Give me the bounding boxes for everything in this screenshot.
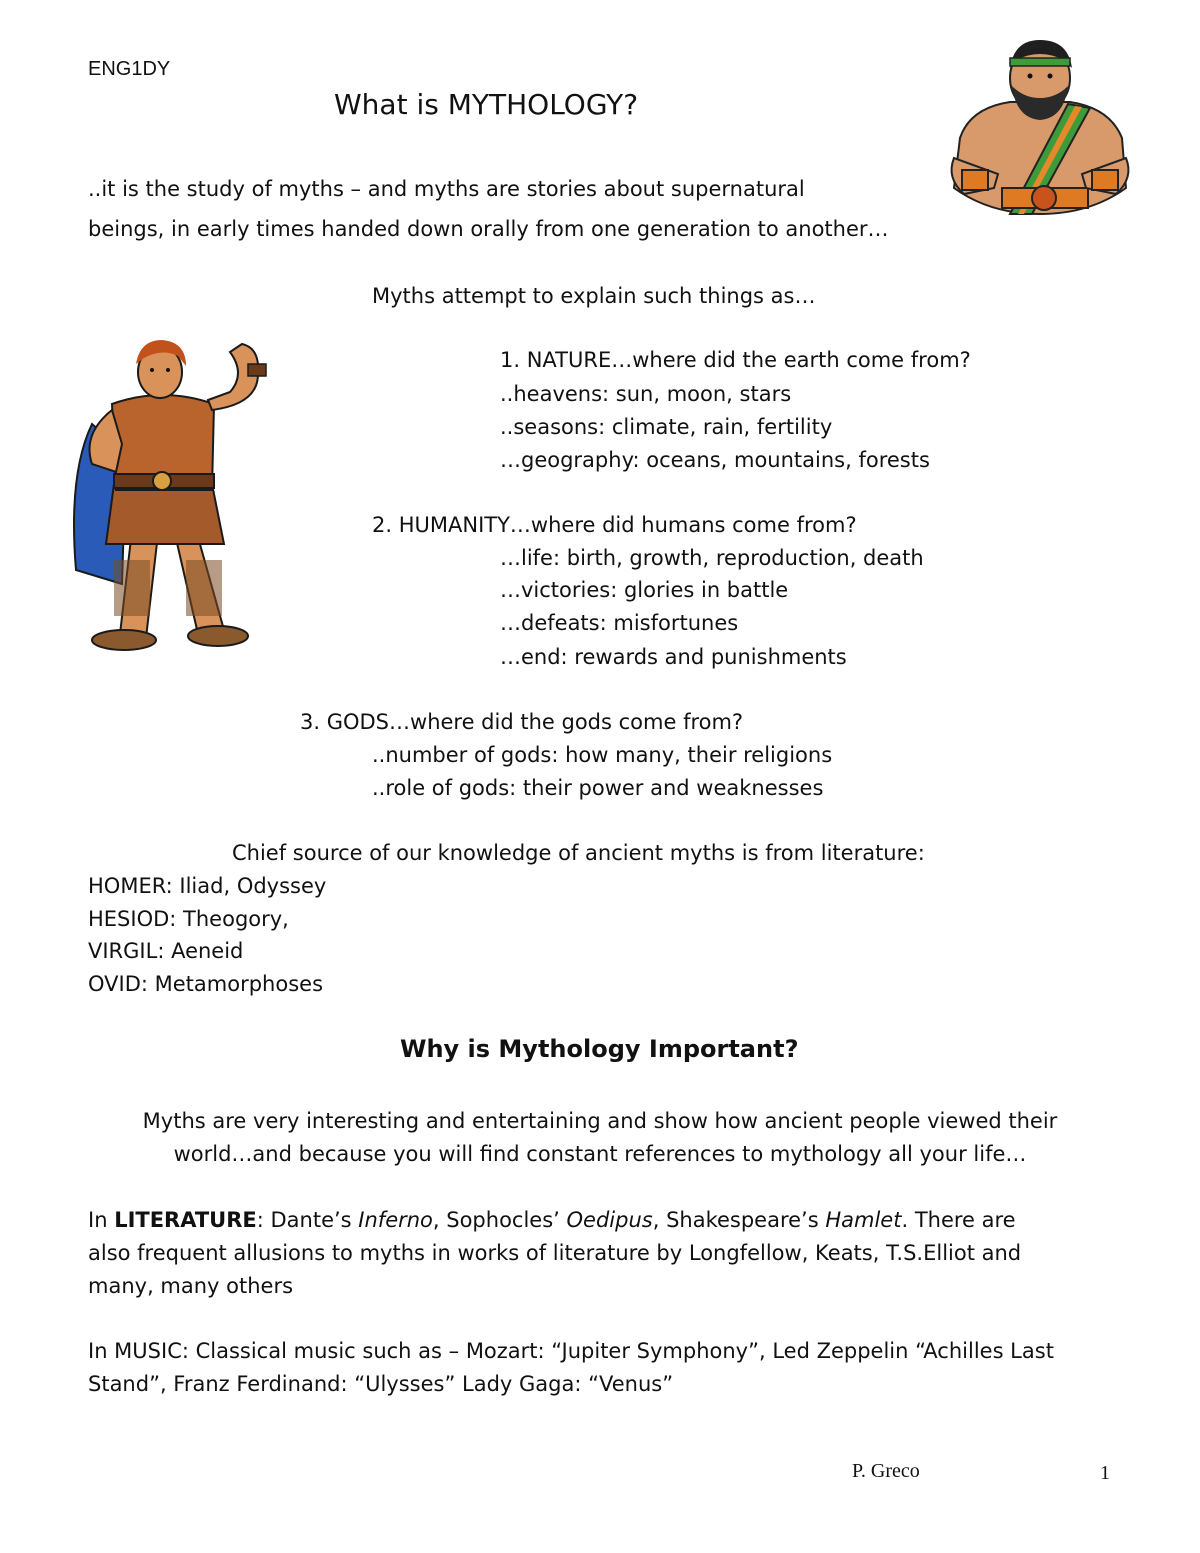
music-line: In MUSIC: Classical music such as – Mozart: “Jupiter Symphony”, Led Zeppelin “Achilles Last <box>88 1339 1054 1363</box>
page-number: 1 <box>1100 1462 1110 1484</box>
nature-item: …geography: oceans, mountains, forests <box>500 448 930 472</box>
humanity-item: …life: birth, growth, reproduction, death <box>500 546 924 570</box>
nature-item: ..seasons: climate, rain, fertility <box>500 415 833 439</box>
nature-heading: 1. NATURE…where did the earth come from? <box>500 348 971 372</box>
course-code: ENG1DY <box>88 58 171 80</box>
nature-item: ..heavens: sun, moon, stars <box>500 382 792 406</box>
definition-line: beings, in early times handed down orally from one generation to another… <box>88 217 889 241</box>
sources-intro: Chief source of our knowledge of ancient myths is from literature: <box>232 841 925 865</box>
source-item: VIRGIL: Aeneid <box>88 939 244 963</box>
literature-work: Hamlet <box>825 1208 902 1232</box>
literature-line <box>88 1207 1016 1233</box>
source-item: HESIOD: Theogory, <box>88 907 289 931</box>
zeus-clipart <box>940 38 1140 216</box>
definition-line: ..it is the study of myths – and myths are stories about supernatural <box>88 177 805 201</box>
source-item: HOMER: Iliad, Odyssey <box>88 874 327 898</box>
literature-label: LITERATURE <box>114 1208 257 1232</box>
literature-line: also frequent allusions to myths in works of literature by Longfellow, Keats, T.S.Elliot and <box>88 1241 1022 1265</box>
source-item: OVID: Metamorphoses <box>88 972 324 996</box>
literature-text: , Shakespeare’s <box>652 1208 826 1232</box>
gods-item: ..role of gods: their power and weaknesses <box>372 776 824 800</box>
literature-text: , Sophocles’ <box>432 1208 567 1232</box>
humanity-heading: 2. HUMANITY…where did humans come from? <box>372 513 857 537</box>
humanity-item: …defeats: misfortunes <box>500 611 739 635</box>
explain-intro: Myths attempt to explain such things as… <box>372 284 816 308</box>
literature-in: In <box>88 1208 115 1232</box>
humanity-item: …victories: glories in battle <box>500 578 789 602</box>
page-title: What is MYTHOLOGY? <box>334 88 639 121</box>
literature-work: Inferno <box>358 1208 433 1232</box>
importance-paragraph-line: world…and because you will find constant references to mythology all your life… <box>173 1142 1027 1166</box>
music-line: Stand”, Franz Ferdinand: “Ulysses” Lady Gaga: “Venus” <box>88 1372 674 1396</box>
literature-work: Oedipus <box>566 1208 653 1232</box>
hercules-clipart <box>62 334 274 656</box>
literature-text: . There are <box>901 1208 1016 1232</box>
importance-paragraph-line: Myths are very interesting and entertaining and show how ancient people viewed their <box>142 1109 1058 1133</box>
literature-line: many, many others <box>88 1274 294 1298</box>
gods-heading: 3. GODS…where did the gods come from? <box>300 710 744 734</box>
section-heading: Why is Mythology Important? <box>400 1035 799 1063</box>
gods-item: ..number of gods: how many, their religions <box>372 743 833 767</box>
humanity-item: …end: rewards and punishments <box>500 645 847 669</box>
literature-text: : Dante’s <box>256 1208 359 1232</box>
footer-author: P. Greco <box>852 1460 920 1482</box>
